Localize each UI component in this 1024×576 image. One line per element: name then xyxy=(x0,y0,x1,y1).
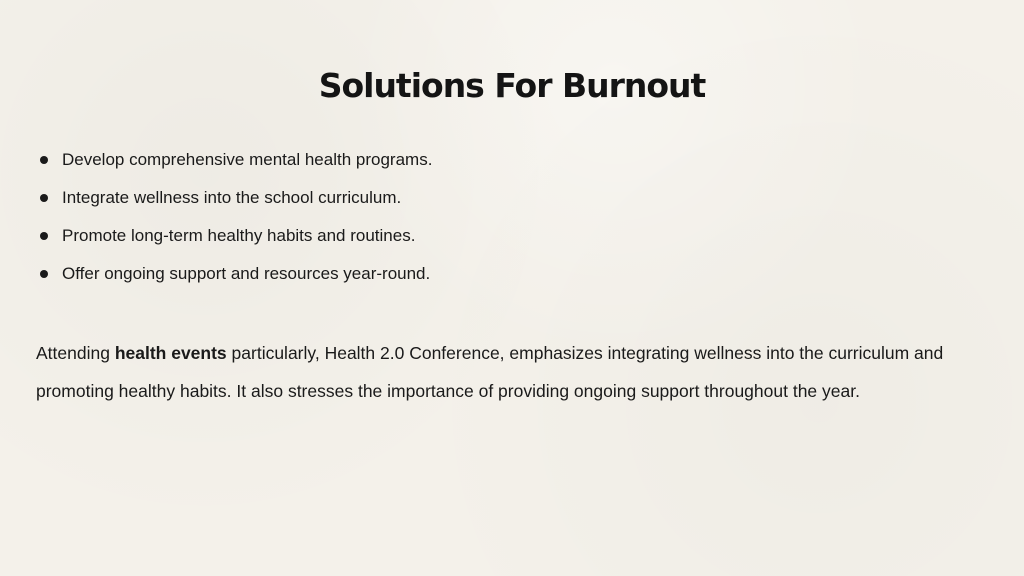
health-events-link-text: health events xyxy=(114,343,227,363)
list-item xyxy=(40,146,432,184)
bullet-icon xyxy=(40,194,48,202)
list-item-text: Integrate wellness into the school curriculum. xyxy=(62,188,402,207)
bullet-list xyxy=(40,146,432,298)
paragraph-prefix: Attending xyxy=(36,343,115,363)
bullet-icon xyxy=(40,156,48,164)
slide-title: Solutions For Burnout xyxy=(318,66,706,105)
list-item-text: Promote long-term healthy habits and routines. xyxy=(62,226,416,245)
list-item xyxy=(40,260,432,298)
paragraph-suffix: particularly, Health 2.0 Conference, emphasizes integrating wellness into the curriculum and promoting healthy habits. It also stresses the importance of providing ongoing support throughout the year. xyxy=(36,343,944,401)
list-item xyxy=(40,222,432,260)
body-paragraph xyxy=(36,335,976,410)
list-item-text: Offer ongoing support and resources year-round. xyxy=(62,264,431,283)
bullet-icon xyxy=(40,270,48,278)
list-item xyxy=(40,184,432,222)
bullet-icon xyxy=(40,232,48,240)
list-item-text: Develop comprehensive mental health programs. xyxy=(62,150,433,169)
